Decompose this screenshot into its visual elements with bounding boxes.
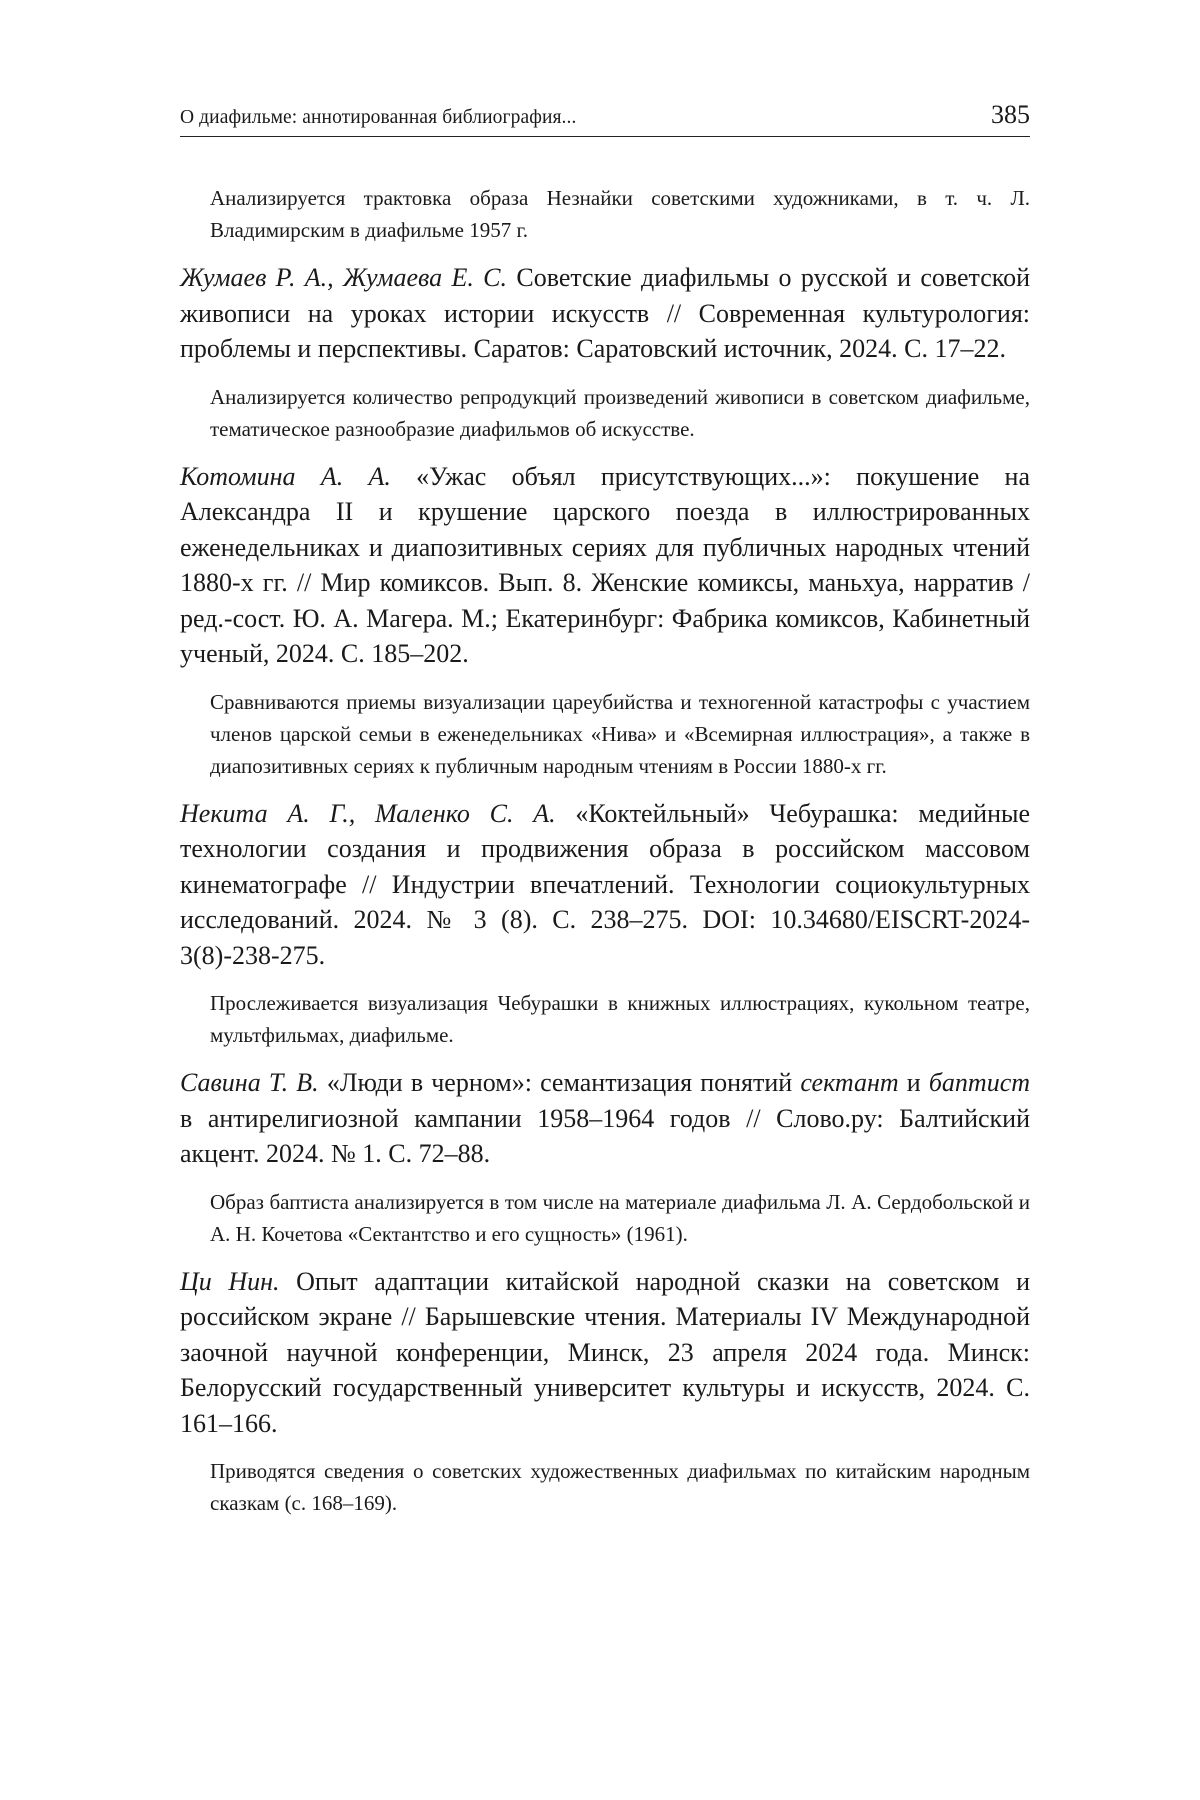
bibliography-list <box>180 182 1030 1519</box>
entry-citation: и <box>906 1068 921 1097</box>
running-title: О диафильме: аннотированная библиография... <box>180 107 577 128</box>
bibliography-entry <box>180 459 1030 672</box>
entry-authors: Жумаев Р. А., Жумаева Е. С. <box>180 263 508 292</box>
entry-citation: Опыт адаптации китайской народной сказки на советском и российском экране // Барышевские чтения. Материалы IV Международной заочной научной конференции, Минск, 23 апреля 2024 года. Минск: Белорусский государственный университет культуры и искусств, 2024. С. 161–166. <box>180 1266 1031 1438</box>
entry-citation: Советские диафильмы о русской и советской живописи на уроках истории искусств // Современная культурология: проблемы и перспективы. Саратов: Саратовский источник, 2024. С. 17–22. <box>180 263 1030 363</box>
entry-citation: в антирелигиозной кампании 1958–1964 годов // Слово.ру: Балтийский акцент. 2024. № 1. С. 72–88. <box>180 1103 1030 1168</box>
italic-term: баптист <box>928 1068 1031 1097</box>
italic-term: сектант <box>800 1068 899 1097</box>
entry-authors: Савина Т. В. <box>180 1068 319 1097</box>
annotation: Сравниваются приемы визуализации цареубийства и техногенной катастрофы с участием членов царской семьи в еженедельниках «Нива» и «Всемирная иллюстрация», а также в диапозитивных сериях к публичным народным чтениям в России 1880-х гг. <box>210 689 1030 778</box>
page-number: 385 <box>991 100 1030 129</box>
bibliography-entry <box>180 260 1030 367</box>
bibliography-entry <box>180 1264 1030 1442</box>
entry-citation: «Коктейльный» Чебурашка: медийные технологии создания и продвижения образа в российском массовом кинематографе // Индустрии впечатлений. Технологии социокультурных исследований. 2024. № 3 (8). С. 238–275. DOI: 10.34680/EISCRT-2024-3(8)-238-275. <box>180 798 1030 970</box>
entry-citation: «Люди в черном»: семантизация понятий <box>326 1068 793 1097</box>
running-header <box>180 100 1030 137</box>
entry-authors: Ци Нин. <box>180 1266 280 1296</box>
entry-authors: Котомина А. А. <box>180 461 391 491</box>
annotation: Приводятся сведения о советских художественных диафильмах по китайским народным сказкам (с. 168–169). <box>210 1459 1030 1515</box>
annotation: Прослеживается визуализация Чебурашки в книжных иллюстрациях, кукольном театре, мультфильмах, диафильме. <box>210 991 1030 1047</box>
annotation: Образ баптиста анализируется в том числе на материале диафильма Л. А. Сердобольской и А. Н. Кочетова «Сектантство и его сущность» (1961). <box>210 1189 1030 1246</box>
book-page <box>180 100 1030 1533</box>
annotation: Анализируется количество репродукций произведений живописи в советском диафильме, тематическое разнообразие диафильмов об искусстве. <box>210 384 1030 441</box>
bibliography-entry <box>180 1065 1030 1172</box>
entry-citation: «Ужас объял присутствующих...»: покушение на Александра II и крушение царского поезда в иллюстрированных еженедельниках и диапозитивных сериях для публичных народных чтений 1880-х гг. // Мир комиксов. Вып. 8. Женские комиксы, маньхуа, нарратив / ред.-сост. Ю. А. Магера. М.; Екатеринбург: Фабрика комиксов, Кабинетный ученый, 2024. С. 185–202. <box>180 461 1031 668</box>
annotation: Анализируется трактовка образа Незнайки советскими художниками, в т. ч. Л. Владимирским в диафильме 1957 г. <box>210 186 1030 242</box>
entry-authors: Некита А. Г., Маленко С. А. <box>180 798 556 828</box>
bibliography-entry <box>180 796 1030 974</box>
